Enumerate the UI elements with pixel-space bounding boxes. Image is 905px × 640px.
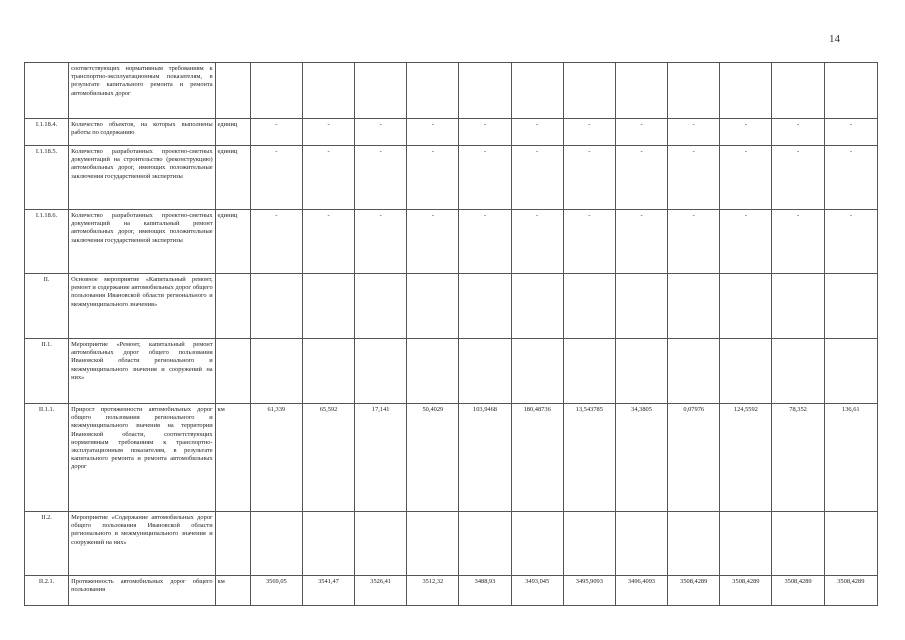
row-name: Прирост протяженности автомобильных дорог общего пользования регионального и межмуниципального значения на территории Ивановской области, соответствующих нормативным требованиям к транспортно-эксплуатационным показателям, в результате капитального ремонта и ремонта автомобильных дорог bbox=[69, 404, 216, 512]
value-cell bbox=[772, 512, 824, 576]
value-cell: - bbox=[407, 210, 459, 274]
value-cell: 3508,4289 bbox=[824, 576, 877, 606]
value-cell: - bbox=[407, 119, 459, 146]
value-cell bbox=[720, 274, 772, 339]
row-unit: км bbox=[215, 576, 250, 606]
row-code: II.2. bbox=[25, 512, 69, 576]
value-cell bbox=[511, 274, 563, 339]
row-unit: единиц bbox=[215, 119, 250, 146]
row-code: II.1.1. bbox=[25, 404, 69, 512]
value-cell bbox=[668, 339, 720, 404]
row-name: соответствующих нормативным требованиям к транспортно-эксплуатационным показателям, в результате капитального ремонта и ремонта автомобильных дорог bbox=[69, 63, 216, 119]
value-cell: 65,592 bbox=[302, 404, 354, 512]
row-code: II.2.1. bbox=[25, 576, 69, 606]
table-row bbox=[25, 512, 878, 576]
value-cell bbox=[615, 63, 667, 119]
value-cell bbox=[772, 63, 824, 119]
indicators-table bbox=[24, 62, 878, 606]
value-cell bbox=[824, 63, 877, 119]
row-unit: единиц bbox=[215, 210, 250, 274]
value-cell: 3569,05 bbox=[250, 576, 302, 606]
value-cell bbox=[824, 274, 877, 339]
row-name: Основное мероприятие «Капитальный ремонт, ремонт и содержание автомобильных дорог общего пользования Ивановской области регионального и межмуниципального значения» bbox=[69, 274, 216, 339]
value-cell: 3508,4289 bbox=[772, 576, 824, 606]
value-cell: - bbox=[511, 119, 563, 146]
value-cell: 3508,4289 bbox=[720, 576, 772, 606]
value-cell: 13,543785 bbox=[563, 404, 615, 512]
value-cell: - bbox=[302, 210, 354, 274]
value-cell bbox=[250, 63, 302, 119]
value-cell: - bbox=[615, 119, 667, 146]
value-cell: - bbox=[720, 210, 772, 274]
value-cell: - bbox=[772, 210, 824, 274]
row-name: Количество разработанных проектно-сметных документаций на строительство (реконструкцию) автомобильных дорог, имеющих положительные заключения государственной экспертизы bbox=[69, 146, 216, 210]
row-unit bbox=[215, 274, 250, 339]
value-cell: - bbox=[615, 146, 667, 210]
value-cell: - bbox=[563, 119, 615, 146]
value-cell: - bbox=[459, 210, 511, 274]
row-code bbox=[25, 63, 69, 119]
value-cell bbox=[459, 63, 511, 119]
value-cell bbox=[668, 512, 720, 576]
value-cell bbox=[615, 339, 667, 404]
value-cell bbox=[563, 63, 615, 119]
table-row bbox=[25, 119, 878, 146]
row-name: Количество разработанных проектно-сметных документаций на капитальный ремонт автомобильных дорог, имеющих положительные заключения государственной экспертизы bbox=[69, 210, 216, 274]
row-name: Мероприятие «Ремонт, капитальный ремонт автомобильных дорог общего пользования Ивановской области регионального и межмуниципального значения и сооружений на них» bbox=[69, 339, 216, 404]
row-code: I.1.18.5. bbox=[25, 146, 69, 210]
value-cell: 78,352 bbox=[772, 404, 824, 512]
value-cell bbox=[511, 339, 563, 404]
value-cell bbox=[563, 512, 615, 576]
value-cell: - bbox=[250, 146, 302, 210]
value-cell: - bbox=[459, 119, 511, 146]
value-cell bbox=[563, 339, 615, 404]
value-cell bbox=[511, 63, 563, 119]
value-cell: 3495,9093 bbox=[563, 576, 615, 606]
value-cell bbox=[668, 63, 720, 119]
value-cell: - bbox=[302, 119, 354, 146]
value-cell bbox=[302, 274, 354, 339]
value-cell bbox=[302, 63, 354, 119]
value-cell: 17,141 bbox=[355, 404, 407, 512]
value-cell bbox=[355, 274, 407, 339]
value-cell bbox=[407, 63, 459, 119]
row-unit bbox=[215, 512, 250, 576]
value-cell: 3496,4093 bbox=[615, 576, 667, 606]
value-cell bbox=[250, 274, 302, 339]
value-cell: 0,07976 bbox=[668, 404, 720, 512]
value-cell: 3493,045 bbox=[511, 576, 563, 606]
value-cell bbox=[668, 274, 720, 339]
value-cell: - bbox=[250, 210, 302, 274]
row-code: II.1. bbox=[25, 339, 69, 404]
table-row bbox=[25, 576, 878, 606]
row-code: II. bbox=[25, 274, 69, 339]
value-cell: - bbox=[668, 119, 720, 146]
value-cell bbox=[355, 63, 407, 119]
table-body bbox=[25, 63, 878, 606]
value-cell bbox=[407, 274, 459, 339]
value-cell: 3541,47 bbox=[302, 576, 354, 606]
table-row bbox=[25, 404, 878, 512]
table-row bbox=[25, 210, 878, 274]
row-unit bbox=[215, 63, 250, 119]
value-cell: - bbox=[668, 210, 720, 274]
value-cell: - bbox=[355, 210, 407, 274]
value-cell: - bbox=[511, 146, 563, 210]
row-unit: единиц bbox=[215, 146, 250, 210]
value-cell: - bbox=[250, 119, 302, 146]
value-cell: 180,48736 bbox=[511, 404, 563, 512]
row-code: I.1.18.4. bbox=[25, 119, 69, 146]
value-cell: - bbox=[720, 119, 772, 146]
value-cell bbox=[772, 339, 824, 404]
row-code: I.1.18.6. bbox=[25, 210, 69, 274]
value-cell: - bbox=[355, 146, 407, 210]
value-cell: - bbox=[407, 146, 459, 210]
value-cell: - bbox=[511, 210, 563, 274]
value-cell: - bbox=[772, 119, 824, 146]
value-cell: 50,4029 bbox=[407, 404, 459, 512]
row-unit bbox=[215, 339, 250, 404]
value-cell bbox=[355, 339, 407, 404]
value-cell: - bbox=[824, 119, 877, 146]
value-cell: 3508,4289 bbox=[668, 576, 720, 606]
row-unit: км bbox=[215, 404, 250, 512]
table-row bbox=[25, 274, 878, 339]
value-cell: - bbox=[302, 146, 354, 210]
value-cell bbox=[615, 274, 667, 339]
value-cell bbox=[355, 512, 407, 576]
value-cell bbox=[302, 512, 354, 576]
table-row bbox=[25, 146, 878, 210]
value-cell bbox=[407, 512, 459, 576]
value-cell: 34,3805 bbox=[615, 404, 667, 512]
value-cell: 3512,32 bbox=[407, 576, 459, 606]
value-cell bbox=[824, 512, 877, 576]
value-cell: - bbox=[824, 146, 877, 210]
value-cell bbox=[511, 512, 563, 576]
value-cell: 3488,93 bbox=[459, 576, 511, 606]
value-cell: - bbox=[772, 146, 824, 210]
value-cell bbox=[615, 512, 667, 576]
value-cell bbox=[459, 274, 511, 339]
value-cell: - bbox=[668, 146, 720, 210]
value-cell bbox=[250, 339, 302, 404]
value-cell: 136,61 bbox=[824, 404, 877, 512]
value-cell: 61,339 bbox=[250, 404, 302, 512]
value-cell bbox=[459, 339, 511, 404]
row-name: Количество объектов, на которых выполнены работы по содержанию bbox=[69, 119, 216, 146]
table-row bbox=[25, 63, 878, 119]
value-cell bbox=[824, 339, 877, 404]
value-cell bbox=[720, 339, 772, 404]
value-cell: 3526,41 bbox=[355, 576, 407, 606]
value-cell: - bbox=[824, 210, 877, 274]
value-cell bbox=[250, 512, 302, 576]
value-cell: - bbox=[563, 210, 615, 274]
value-cell: - bbox=[720, 146, 772, 210]
value-cell: - bbox=[615, 210, 667, 274]
value-cell bbox=[302, 339, 354, 404]
value-cell bbox=[720, 512, 772, 576]
table-row bbox=[25, 339, 878, 404]
value-cell bbox=[407, 339, 459, 404]
value-cell: - bbox=[459, 146, 511, 210]
value-cell bbox=[772, 274, 824, 339]
value-cell: 124,5592 bbox=[720, 404, 772, 512]
row-name: Мероприятие «Содержание автомобильных дорог общего пользования Ивановской области регионального и межмуниципального значения и сооружений на них» bbox=[69, 512, 216, 576]
row-name: Протяженность автомобильных дорог общего пользования bbox=[69, 576, 216, 606]
value-cell bbox=[720, 63, 772, 119]
value-cell bbox=[459, 512, 511, 576]
value-cell: - bbox=[563, 146, 615, 210]
value-cell bbox=[563, 274, 615, 339]
page-number: 14 bbox=[829, 33, 840, 45]
value-cell: - bbox=[355, 119, 407, 146]
value-cell: 103,9468 bbox=[459, 404, 511, 512]
